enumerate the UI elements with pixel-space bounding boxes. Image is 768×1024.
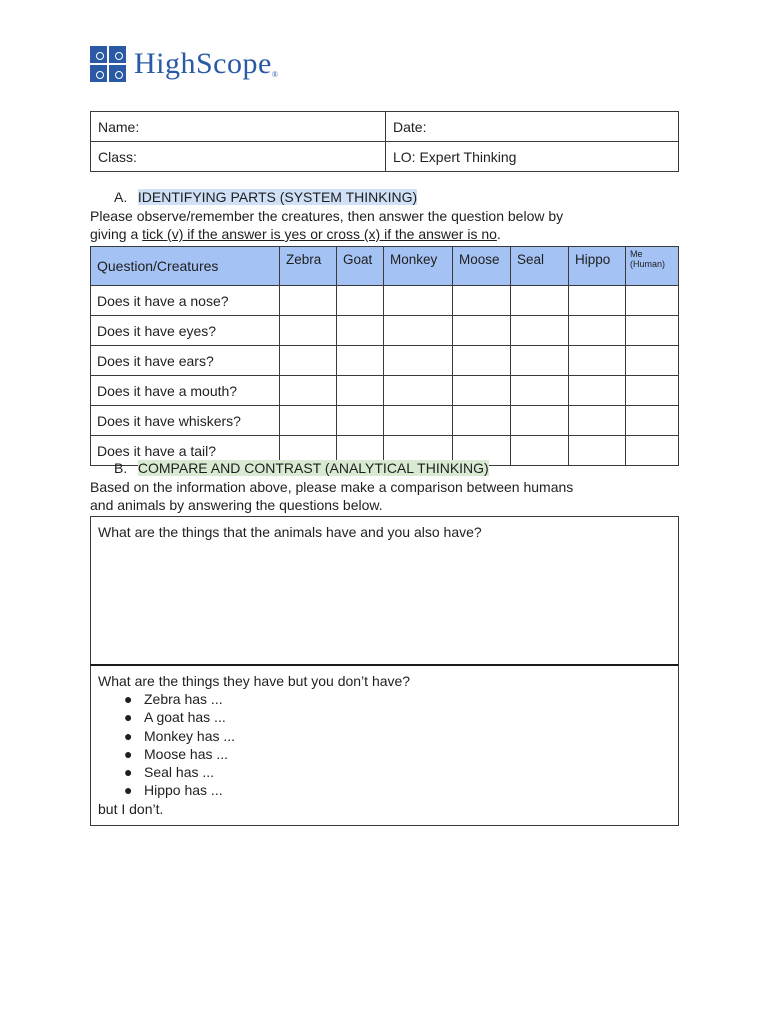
answer-cell[interactable] <box>511 346 569 376</box>
answer-cell[interactable] <box>511 286 569 316</box>
bullet-icon: ● <box>124 764 133 781</box>
answer-cell[interactable] <box>511 316 569 346</box>
answer-cell[interactable] <box>280 346 337 376</box>
answer-cell[interactable] <box>384 376 453 406</box>
header-goat: Goat <box>337 247 384 286</box>
question-cell: Does it have a mouth? <box>91 376 280 406</box>
answer-cell[interactable] <box>337 316 384 346</box>
question-cell: Does it have a nose? <box>91 286 280 316</box>
lo-field: LO: Expert Thinking <box>386 142 679 172</box>
table-row <box>91 286 679 316</box>
different-features-question: What are the things they have but you don’t have? <box>98 673 411 689</box>
answer-cell[interactable] <box>453 376 511 406</box>
answer-cell[interactable] <box>569 316 626 346</box>
answer-cell[interactable] <box>280 286 337 316</box>
answer-cell[interactable] <box>384 346 453 376</box>
answer-cell[interactable] <box>569 346 626 376</box>
answer-cell[interactable] <box>569 376 626 406</box>
answer-cell[interactable] <box>337 406 384 436</box>
logo-wordmark: HighScope® <box>134 47 279 80</box>
list-item: ● Hippo has ... <box>124 782 223 799</box>
table-row <box>91 406 679 436</box>
header-monkey: Monkey <box>384 247 453 286</box>
list-item: ● Seal has ... <box>124 764 215 781</box>
answer-cell[interactable] <box>453 346 511 376</box>
section-b-instructions: Based on the information above, please make a comparison between humans and animals by answering the questions below. <box>90 479 574 513</box>
closing-line: but I don’t. <box>98 800 164 817</box>
answer-cell[interactable] <box>626 346 679 376</box>
bullet-icon: ● <box>124 727 133 744</box>
header-hippo: Hippo <box>569 247 626 286</box>
answer-cell[interactable] <box>626 286 679 316</box>
table-row <box>91 346 679 376</box>
answer-cell[interactable] <box>280 376 337 406</box>
shared-features-answer-box[interactable] <box>90 516 679 666</box>
answer-cell[interactable] <box>384 316 453 346</box>
list-item: ● Zebra has ... <box>124 691 223 707</box>
table-row <box>91 316 679 346</box>
question-cell: Does it have ears? <box>91 346 280 376</box>
name-field[interactable]: Name: <box>91 112 386 142</box>
question-cell: Does it have eyes? <box>91 316 280 346</box>
question-cell: Does it have whiskers? <box>91 406 280 436</box>
answer-cell[interactable] <box>280 316 337 346</box>
answer-cell[interactable] <box>384 406 453 436</box>
different-features-answer-box[interactable] <box>90 664 679 826</box>
answer-cell[interactable] <box>626 436 679 466</box>
animal-bullet-list <box>98 690 671 800</box>
section-b-title: COMPARE AND CONTRAST (ANALYTICAL THINKING) <box>137 460 489 476</box>
answer-cell[interactable] <box>453 406 511 436</box>
question-cell: Does it have a tail? <box>91 436 280 466</box>
bullet-icon: ● <box>124 782 133 799</box>
header-moose: Moose <box>453 247 511 286</box>
answer-cell[interactable] <box>337 376 384 406</box>
table-row <box>91 376 679 406</box>
answer-cell[interactable] <box>626 376 679 406</box>
answer-cell[interactable] <box>569 406 626 436</box>
answer-cell[interactable] <box>511 406 569 436</box>
section-a-heading: A. IDENTIFYING PARTS (SYSTEM THINKING) <box>114 189 418 205</box>
section-a-title: IDENTIFYING PARTS (SYSTEM THINKING) <box>137 189 418 205</box>
bullet-icon: ● <box>124 709 133 726</box>
answer-cell[interactable] <box>569 436 626 466</box>
header-question-creatures: Question/Creatures <box>91 247 280 286</box>
list-item: ● A goat has ... <box>124 709 226 726</box>
answer-cell[interactable] <box>453 316 511 346</box>
highscope-logo <box>90 45 278 83</box>
answer-cell[interactable] <box>280 406 337 436</box>
bullet-icon: ● <box>124 691 133 707</box>
answer-cell[interactable] <box>511 436 569 466</box>
list-item: ● Moose has ... <box>124 745 229 762</box>
answer-cell[interactable] <box>626 316 679 346</box>
header-zebra: Zebra <box>280 247 337 286</box>
answer-cell[interactable] <box>453 286 511 316</box>
section-a-instructions: Please observe/remember the creatures, then answer the question below by giving a tick (v) if the answer is yes or cross (x) if the answer is no. <box>90 208 564 242</box>
creature-checklist-table <box>90 246 679 466</box>
header-me-human: Me (Human) <box>626 247 679 286</box>
shared-features-question: What are the things that the animals have and you also have? <box>98 524 482 540</box>
answer-cell[interactable] <box>626 406 679 436</box>
student-info-table <box>90 111 679 172</box>
answer-cell[interactable] <box>569 286 626 316</box>
section-b-heading: B. COMPARE AND CONTRAST (ANALYTICAL THINKING) <box>114 460 489 476</box>
list-item: ● Monkey has ... <box>124 727 236 744</box>
answer-cell[interactable] <box>337 346 384 376</box>
answer-cell[interactable] <box>384 286 453 316</box>
header-seal: Seal <box>511 247 569 286</box>
date-field[interactable]: Date: <box>386 112 679 142</box>
class-field[interactable]: Class: <box>91 142 386 172</box>
logo-mark-icon <box>90 46 126 82</box>
bullet-icon: ● <box>124 745 133 762</box>
answer-cell[interactable] <box>337 286 384 316</box>
answer-cell[interactable] <box>511 376 569 406</box>
